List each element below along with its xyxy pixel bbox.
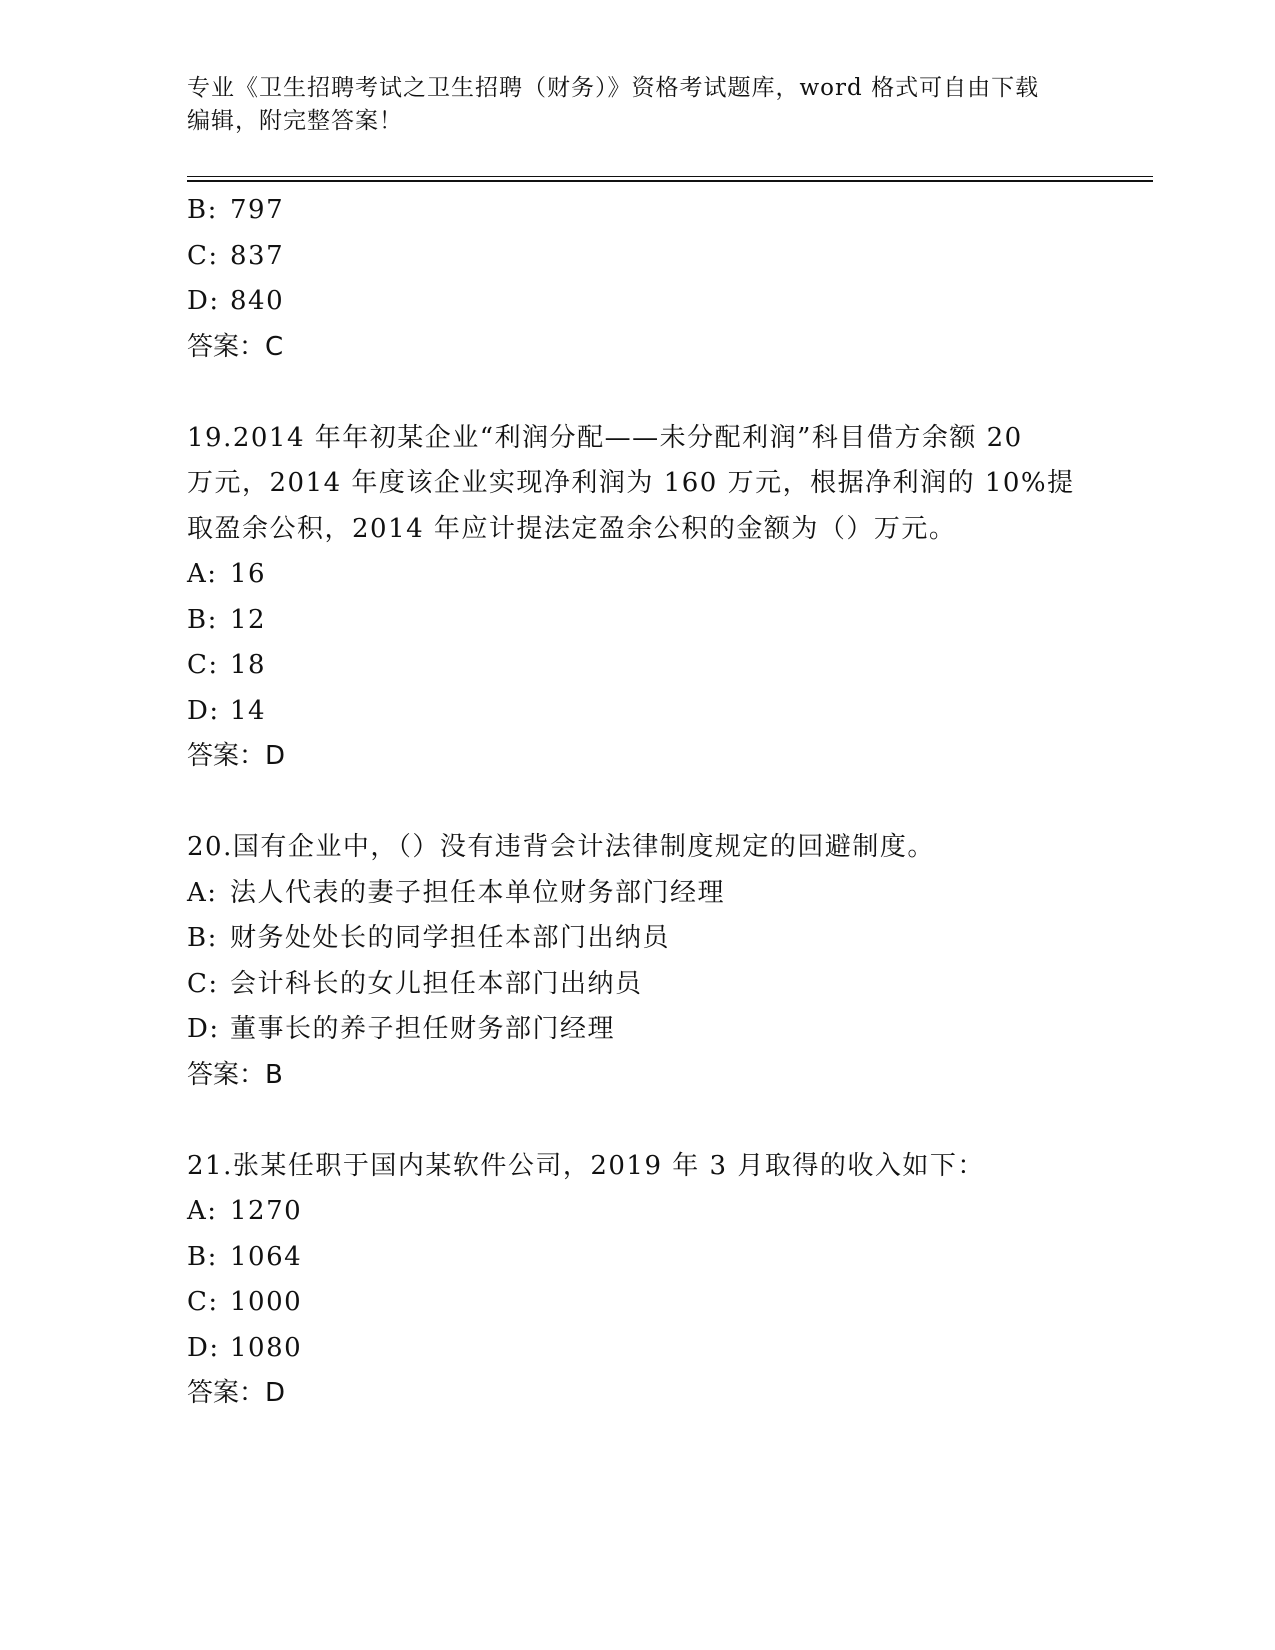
option-b: B: 12 (187, 604, 267, 635)
option-a: A: 16 (187, 559, 267, 589)
header-divider-thin (187, 176, 1153, 177)
option-d: D: 840 (187, 286, 285, 316)
question-21 (187, 1144, 1087, 1417)
option-text: 16 (230, 559, 267, 589)
option-text: 法人代表的妻子担任本单位财务部门经理 (230, 877, 726, 908)
option-text: 1064 (230, 1241, 303, 1272)
question-stem-line: 取盈余公积，2014 年应计提法定盈余公积的金额为（）万元。 (187, 513, 957, 544)
option-a: A: 法人代表的妻子担任本单位财务部门经理 (187, 877, 726, 908)
option-text: 财务处处长的同学担任本部门出纳员 (230, 923, 671, 953)
option-a: A: 1270 (187, 1196, 303, 1226)
question-list (187, 188, 1087, 1417)
option-text: 18 (230, 650, 267, 680)
document-header (187, 72, 1087, 138)
option-text: 1270 (230, 1196, 303, 1226)
option-text: 797 (230, 195, 285, 225)
question-18-tail (187, 188, 1087, 370)
answer-line: 答案：D (187, 741, 286, 771)
question-stem-line: 20.国有企业中，（）没有违背会计法律制度规定的回避制度。 (187, 832, 935, 862)
option-text: 12 (230, 604, 267, 635)
option-b: B: 1064 (187, 1241, 303, 1272)
question-stem-line: 19.2014 年年初某企业“利润分配——未分配利润”科目借方余额 20 (187, 422, 1023, 453)
spacer (187, 370, 1087, 416)
option-c: C: 837 (187, 240, 285, 271)
question-stem-line: 21.张某任职于国内某软件公司，2019 年 3 月取得的收入如下： (187, 1150, 985, 1181)
option-b: B: 797 (187, 195, 285, 225)
option-d: D: 董事长的养子担任财务部门经理 (187, 1014, 616, 1044)
option-c: C: 1000 (187, 1287, 303, 1317)
option-text: 837 (230, 240, 285, 271)
option-c: C: 会计科长的女儿担任本部门出纳员 (187, 968, 643, 999)
header-divider-thick (187, 180, 1153, 182)
header-line-1: 专业《卫生招聘考试之卫生招聘（财务）》资格考试题库，word 格式可自由下载 (187, 75, 1040, 101)
option-text: 会计科长的女儿担任本部门出纳员 (230, 968, 643, 999)
answer-line: 答案：D (187, 1378, 286, 1408)
option-text: 1000 (230, 1287, 303, 1317)
header-line-2: 编辑，附完整答案！ (187, 108, 403, 134)
question-stem-line: 万元，2014 年度该企业实现净利润为 160 万元，根据净利润的 10%提 (187, 468, 1075, 498)
option-b: B: 财务处处长的同学担任本部门出纳员 (187, 923, 671, 953)
option-c: C: 18 (187, 650, 267, 680)
option-d: D: 1080 (187, 1332, 303, 1363)
question-20 (187, 825, 1087, 1098)
option-text: 董事长的养子担任财务部门经理 (230, 1014, 616, 1044)
spacer (187, 780, 1087, 826)
answer-line: 答案：B (187, 1059, 283, 1090)
option-text: 1080 (230, 1332, 303, 1363)
question-19 (187, 416, 1087, 780)
option-text: 840 (230, 286, 285, 316)
option-text: 14 (230, 695, 267, 726)
answer-line: 答案：C (187, 331, 284, 362)
option-d: D: 14 (187, 695, 267, 726)
spacer (187, 1098, 1087, 1144)
